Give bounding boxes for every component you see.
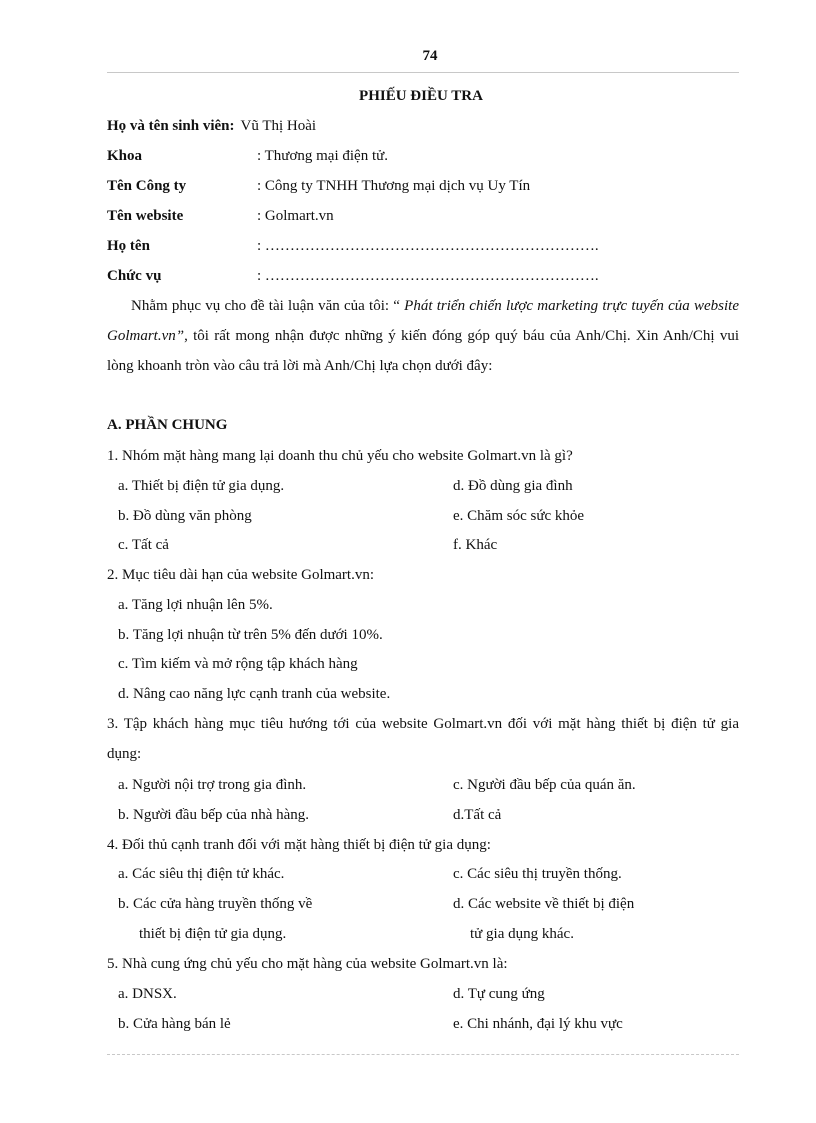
- intro-text-before: Nhằm phục vụ cho đề tài luận văn của tôi: “: [131, 298, 405, 314]
- question-3: 3. Tập khách hàng mục tiêu hướng tới của website Golmart.vn đối với mặt hàng thiết bị điện tử gia dụng:: [107, 716, 739, 762]
- q5-option-e: e. Chi nhánh, đại lý khu vực: [453, 1016, 623, 1032]
- info-value: : ………………………………………………………….: [257, 238, 599, 254]
- info-value: Vũ Thị Hoài: [240, 118, 317, 134]
- q1-option-f: f. Khác: [453, 537, 498, 553]
- q2-option-a: a. Tăng lợi nhuận lên 5%.: [118, 597, 273, 613]
- info-faculty: [107, 148, 388, 165]
- footer-rule: [107, 1054, 739, 1055]
- info-value: : Thương mại điện tử.: [257, 148, 388, 164]
- q2-option-d: d. Nâng cao năng lực cạnh tranh của website.: [118, 686, 391, 702]
- q1-option-d: d. Đồ dùng gia đình: [453, 478, 573, 494]
- question-5: 5. Nhà cung ứng chủ yếu cho mặt hàng của website Golmart.vn là:: [107, 956, 508, 972]
- q4-option-d: d. Các website về thiết bị điện: [453, 896, 635, 912]
- q1-option-b: b. Đồ dùng văn phòng: [118, 508, 252, 524]
- q3-option-a: a. Người nội trợ trong gia đình.: [118, 777, 307, 793]
- info-value: : ………………………………………………………….: [257, 268, 599, 284]
- q5-option-d: d. Tự cung ứng: [453, 986, 545, 1002]
- question-1: 1. Nhóm mặt hàng mang lại doanh thu chủ yếu cho website Golmart.vn là gì?: [107, 448, 573, 464]
- section-a-heading: A. PHẦN CHUNG: [107, 417, 228, 433]
- intro-paragraph: [107, 291, 739, 381]
- q2-option-b: b. Tăng lợi nhuận từ trên 5% đến dưới 10%.: [118, 627, 383, 643]
- q3-option-d: d.Tất cả: [453, 807, 502, 823]
- info-label: Khoa: [107, 148, 143, 164]
- question-4: 4. Đối thủ cạnh tranh đối với mặt hàng thiết bị điện tử gia dụng:: [107, 837, 491, 853]
- q5-option-b: b. Cửa hàng bán lẻ: [118, 1016, 231, 1032]
- q5-option-a: a. DNSX.: [118, 986, 177, 1002]
- q4-option-c: c. Các siêu thị truyền thống.: [453, 866, 622, 882]
- q3-option-b: b. Người đầu bếp của nhà hàng.: [118, 807, 310, 823]
- header-rule: [107, 72, 739, 73]
- survey-title: PHIẾU ĐIỀU TRA: [359, 88, 483, 104]
- q4-option-a: a. Các siêu thị điện tử khác.: [118, 866, 285, 882]
- info-position: [107, 268, 599, 285]
- info-label: Họ và tên sinh viên:: [107, 118, 235, 134]
- question-2: 2. Mục tiêu dài hạn của website Golmart.vn:: [107, 567, 375, 583]
- q1-option-e: e. Chăm sóc sức khỏe: [453, 508, 585, 524]
- info-label: Chức vụ: [107, 268, 162, 284]
- q1-option-c: c. Tất cả: [118, 537, 169, 553]
- info-value: : Golmart.vn: [257, 208, 334, 224]
- q3-option-c: c. Người đầu bếp của quán ăn.: [453, 777, 636, 793]
- q4-option-b: b. Các cửa hàng truyền thống về: [118, 896, 313, 912]
- q2-option-c: c. Tìm kiếm và mở rộng tập khách hàng: [118, 656, 358, 672]
- page-number: 74: [422, 48, 438, 64]
- q4-option-b-cont: thiết bị điện tử gia dụng.: [139, 926, 287, 942]
- info-value: : Công ty TNHH Thương mại dịch vụ Uy Tín: [257, 178, 531, 194]
- info-student-name: [107, 118, 316, 135]
- info-label: Tên website: [107, 208, 184, 224]
- intro-thesis-title: Phát triển chiến lược marketing trực tuyến của website Golmart.vn”: [107, 298, 739, 344]
- info-company: [107, 178, 530, 195]
- q4-option-d-cont: tử gia dụng khác.: [470, 926, 574, 942]
- q1-option-a: a. Thiết bị điện tử gia dụng.: [118, 478, 285, 494]
- info-label: Tên Công ty: [107, 178, 187, 194]
- info-label: Họ tên: [107, 238, 150, 254]
- info-respondent-name: [107, 238, 599, 255]
- info-website: [107, 208, 334, 225]
- intro-text-after: , tôi rất mong nhận được những ý kiến đóng góp quý báu của Anh/Chị. Xin Anh/Chị vui lòng khoanh tròn vào câu trả lời mà Anh/Chị lựa chọn dưới đây:: [107, 328, 739, 374]
